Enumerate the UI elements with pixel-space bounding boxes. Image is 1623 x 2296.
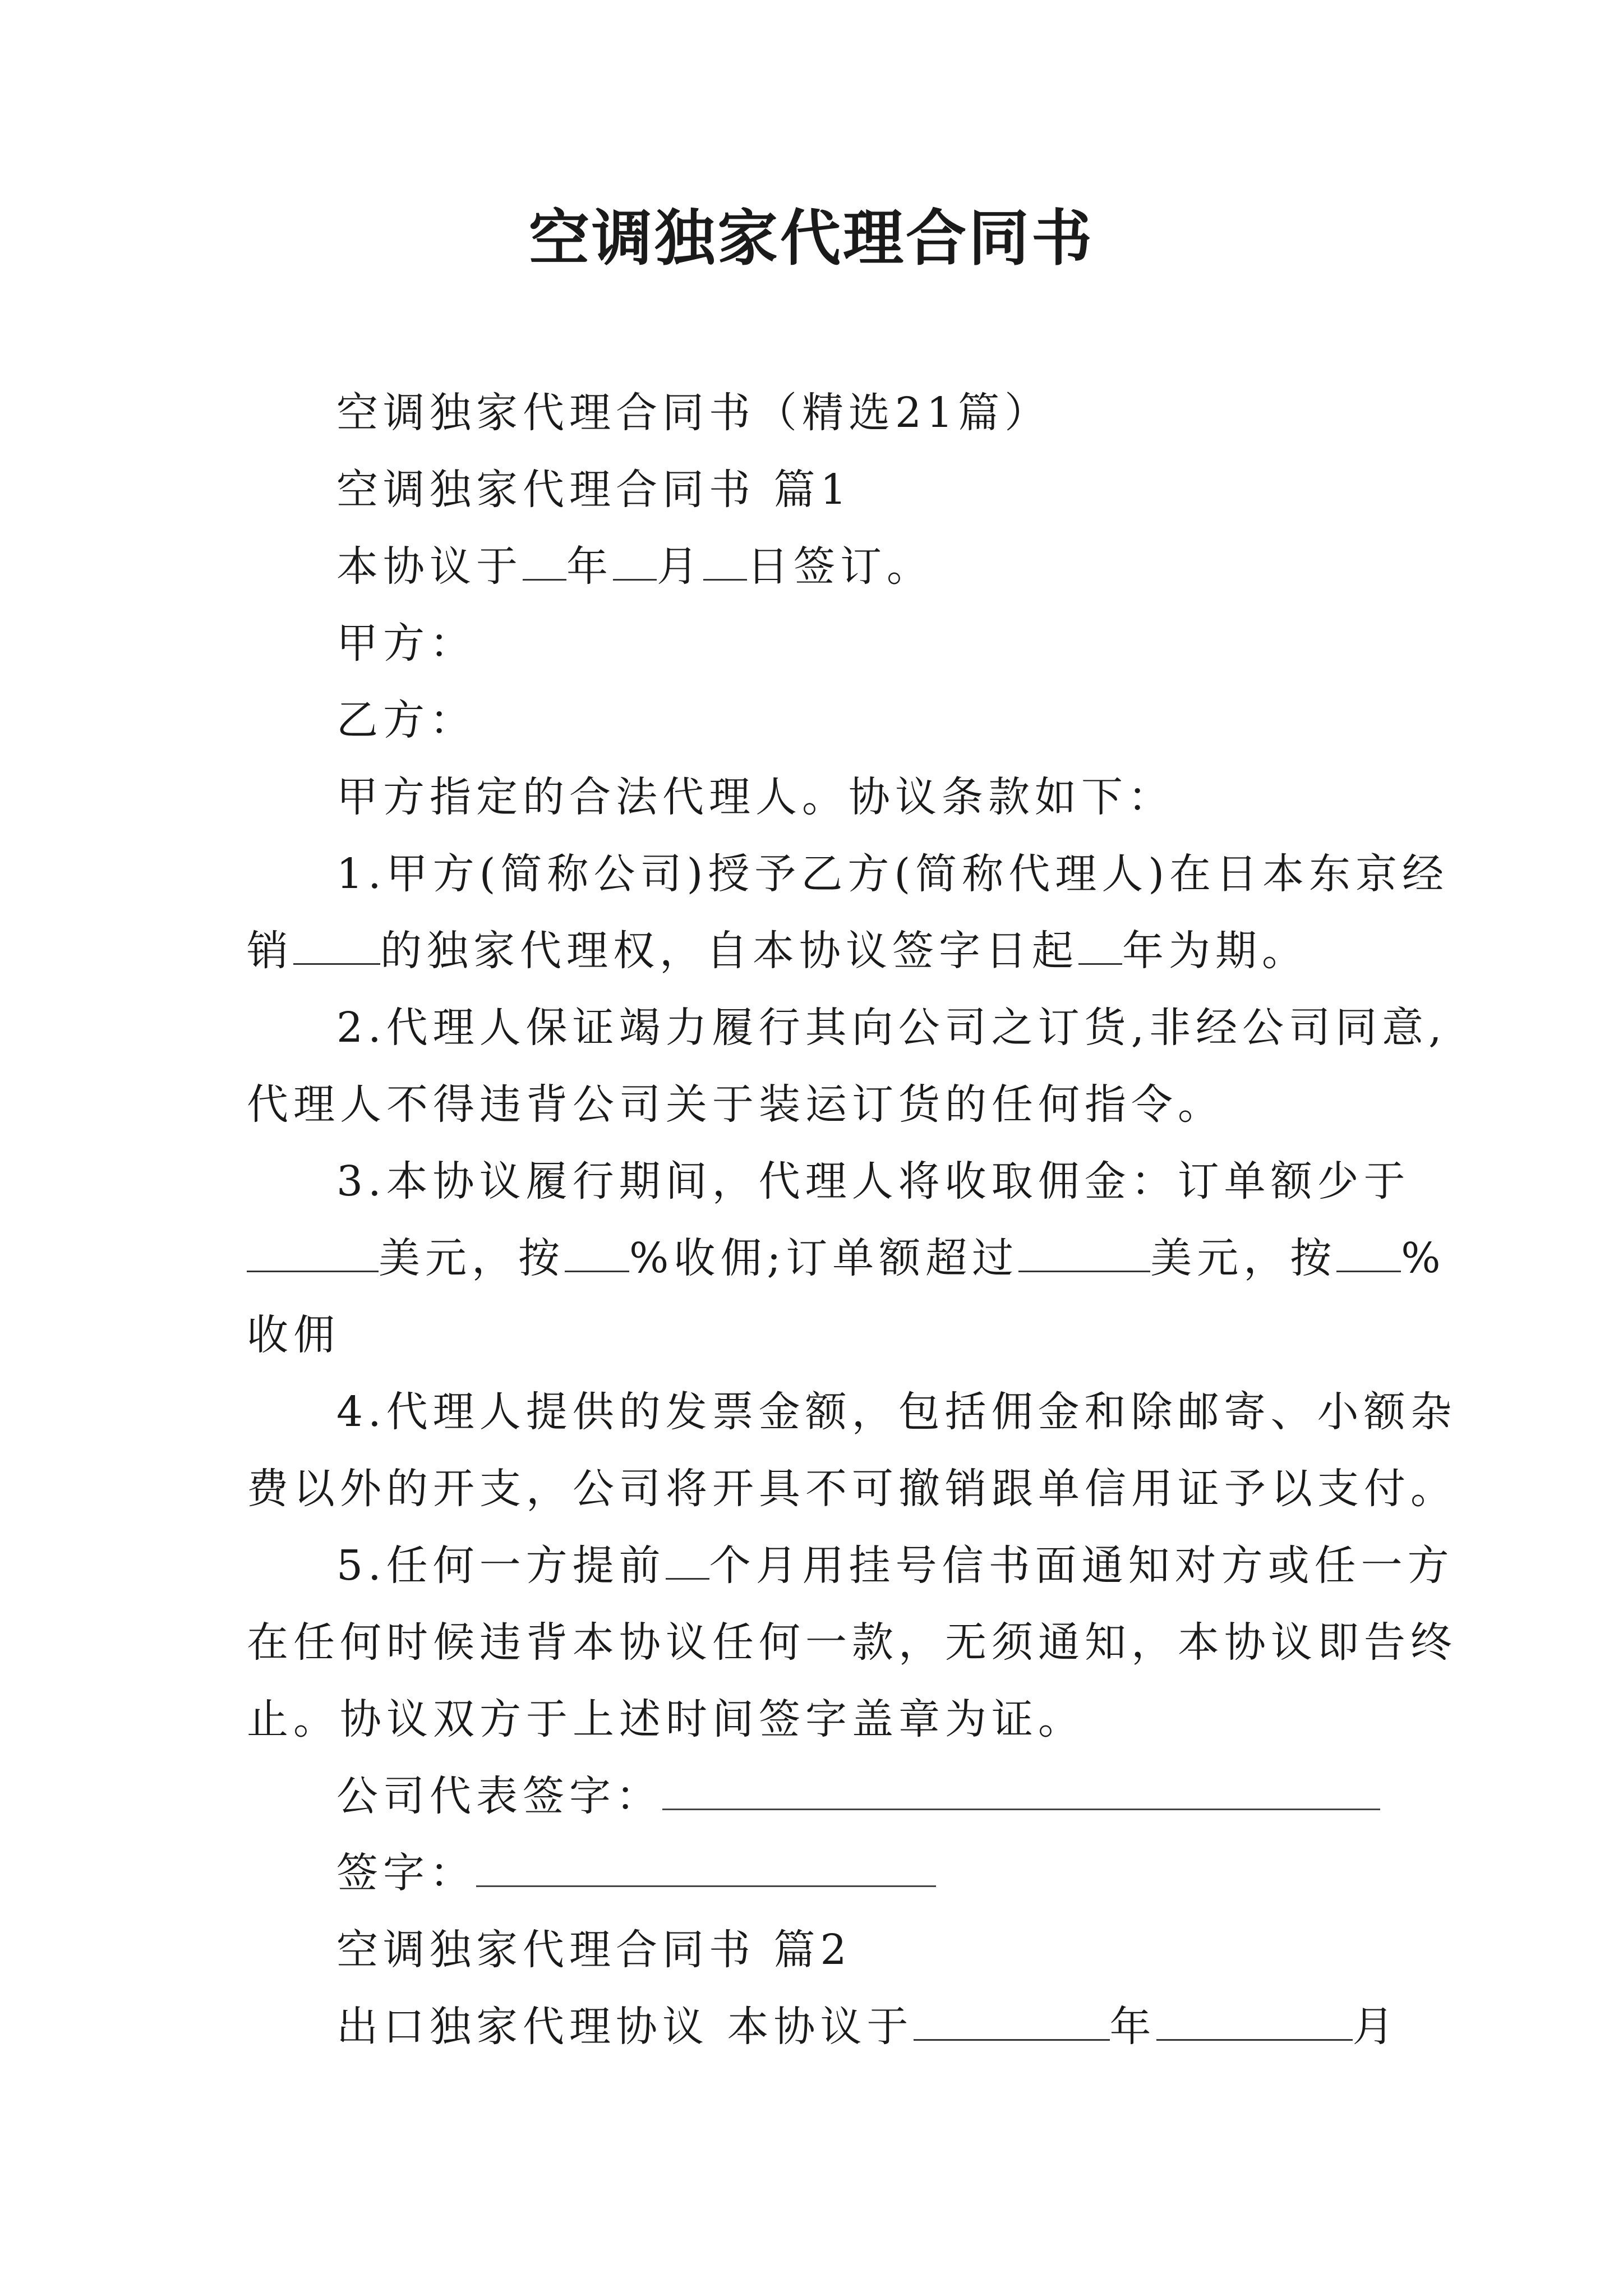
company-sign-label: 公司代表签字：: [336, 1772, 662, 1820]
clause-1-text-a: 销: [247, 927, 293, 975]
signed-month: 月: [657, 542, 703, 591]
export-text-a: 出口独家代理协议 本协议于: [336, 2003, 914, 2051]
clause-5-text-b: 个月用挂号信书面通知对方或任一方: [709, 1542, 1454, 1590]
section-heading-2: 空调独家代理合同书 篇2: [336, 1926, 852, 1974]
signed-year: 年: [566, 542, 613, 591]
signed-suffix: 日签订。: [747, 542, 933, 591]
clause-3-line-3: 收佣: [247, 1311, 340, 1359]
intro-paragraph: 甲方指定的合法代理人。协议条款如下：: [336, 773, 1174, 821]
clause-5-line-1: [336, 1538, 1454, 1594]
clause-1-line-1: 1.甲方(简称公司)授予乙方(简称代理人)在日本东京经: [336, 850, 1449, 898]
company-signature-blank: [662, 1773, 1380, 1810]
clause-4-line-2: 费以外的开支，公司将开具不可撤销跟单信用证予以支付。: [247, 1465, 1457, 1513]
clause-2-line-1: 2.代理人保证竭力履行其向公司之订货,非经公司同意,: [336, 1004, 1447, 1052]
clause-1-line-2: [247, 923, 1308, 979]
party-b-label: 乙方：: [336, 696, 476, 744]
amount-blank-1: [247, 1235, 379, 1272]
amount-blank-2: [1018, 1235, 1150, 1272]
clause-3-text-c: 美元，按: [1150, 1234, 1337, 1282]
notice-months-blank: [666, 1542, 709, 1580]
product-blank: [293, 927, 380, 965]
month-blank: [613, 543, 657, 581]
section-heading-1: 空调独家代理合同书 篇1: [336, 466, 852, 514]
clause-3-line-1: 3.本协议履行期间，代理人将收取佣金：订单额少于: [336, 1157, 1410, 1205]
clause-2-line-2: 代理人不得违背公司关于装运订货的任何指令。: [247, 1080, 1224, 1129]
rate-blank-2: [1336, 1235, 1401, 1272]
rate-blank-1: [565, 1235, 629, 1272]
clause-1-text-c: 年为期。: [1122, 927, 1308, 975]
clause-5-line-3: 止。协议双方于上述时间签字盖章为证。: [247, 1695, 1085, 1743]
clause-4-line-1: 4.代理人提供的发票金额，包括佣金和除邮寄、小额杂: [336, 1388, 1457, 1436]
term-blank: [1078, 927, 1122, 965]
clause-3-line-2: [247, 1230, 1446, 1286]
clause-5-line-2: 在任何时候违背本协议任何一款，无须通知，本协议即告终: [247, 1618, 1457, 1667]
clause-5-text-a: 5.任何一方提前: [336, 1542, 666, 1590]
clause-3-text-d: %: [1401, 1234, 1446, 1282]
export-text-c: 月: [1352, 2003, 1399, 2051]
clause-1-text-b: 的独家代理权，自本协议签字日起: [380, 927, 1078, 975]
document-title: 空调独家代理合同书: [528, 203, 1094, 274]
document-subtitle: 空调独家代理合同书（精选21篇）: [336, 389, 1052, 437]
signature-line: [336, 1845, 936, 1901]
year-blank: [523, 543, 566, 581]
day-blank: [703, 543, 747, 581]
sign-label: 签字：: [336, 1849, 476, 1897]
signed-prefix: 本协议于: [336, 542, 523, 591]
party-a-label: 甲方：: [336, 619, 476, 668]
signed-date-line: [336, 539, 933, 595]
clause-3-text-a: 美元，按: [379, 1234, 565, 1282]
export-agreement-line: [336, 1999, 1399, 2055]
company-signature-line: [336, 1768, 1380, 1824]
export-month-blank: [1156, 2003, 1353, 2041]
export-year-blank: [914, 2003, 1110, 2041]
export-text-b: 年: [1109, 2003, 1156, 2051]
clause-3-text-b: %收佣;订单额超过: [629, 1234, 1019, 1282]
signature-blank: [476, 1849, 936, 1887]
